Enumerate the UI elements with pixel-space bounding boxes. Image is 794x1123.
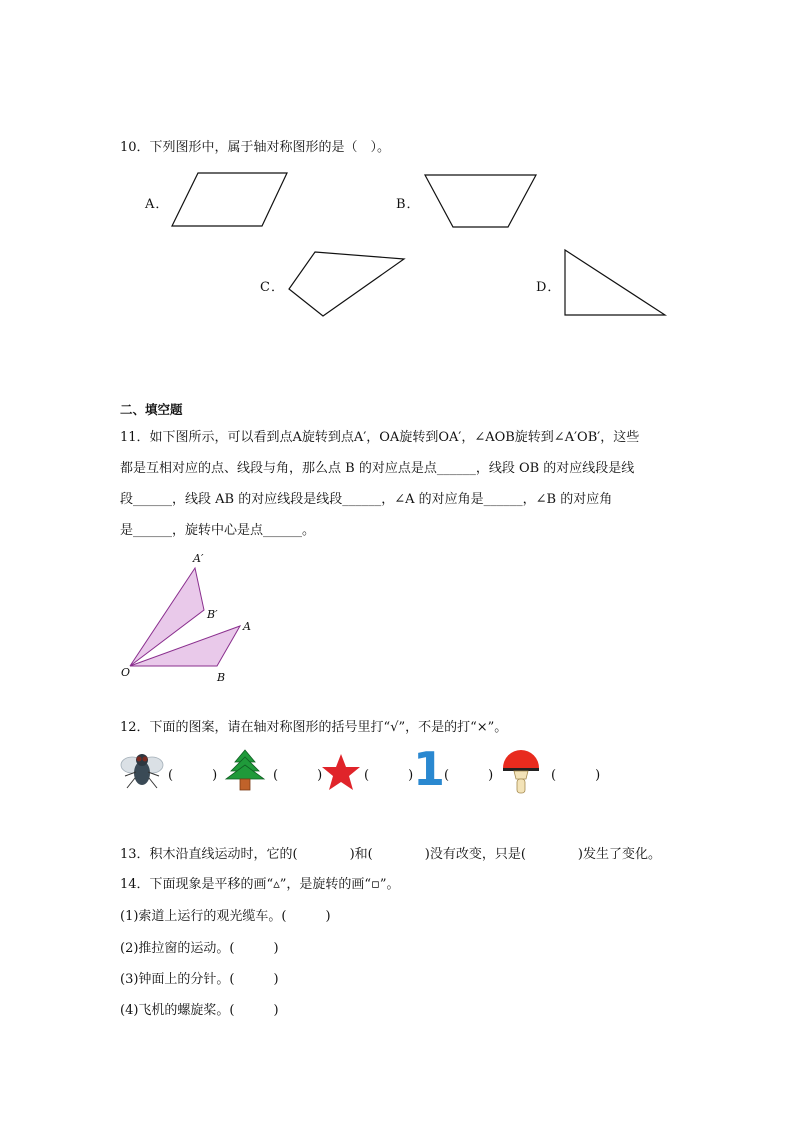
q12-paren-2: ( ) — [273, 768, 323, 783]
q12-paren-5: ( ) — [551, 768, 601, 783]
q11-line-2: 都是互相对应的点、线段与角，那么点 B 的对应点是点______，线段 OB 的对应线段是线 — [120, 461, 635, 476]
label-b-prime: B′ — [207, 608, 218, 621]
q12-paren-1: ( ) — [168, 768, 218, 783]
tree-icon — [222, 748, 268, 792]
q10-stem: 10．下列图形中，属于轴对称图形的是（ ）。 — [120, 140, 391, 155]
paddle-icon — [499, 744, 543, 796]
digit-one-icon: 1 — [413, 742, 446, 796]
label-o: O — [121, 666, 131, 679]
label-b: B — [217, 671, 226, 684]
fly-icon — [119, 748, 165, 792]
q10-option-a-label: A． — [145, 197, 170, 212]
star-icon — [320, 752, 362, 792]
q10-option-d-label: D． — [536, 280, 562, 295]
q14-item-1: (1)索道上运行的观光缆车。( ) — [120, 909, 331, 924]
q14-stem: 14．下面现象是平移的画“▵”，是旋转的画“▫”。 — [120, 877, 400, 892]
q12-paren-4: ( ) — [444, 768, 494, 783]
label-a-prime: A′ — [193, 552, 204, 565]
q11-line-1: 11．如下图所示，可以看到点A旋转到点A′，OA旋转到OA′，∠AOB旋转到∠A′OB′，这些 — [120, 430, 640, 445]
q11-line-4: 是______，旋转中心是点______。 — [120, 523, 316, 538]
label-a: A — [243, 620, 251, 633]
q12-paren-3: ( ) — [364, 768, 414, 783]
q12-stem: 12．下面的图案，请在轴对称图形的括号里打“√”，不是的打“×”。 — [120, 720, 508, 735]
section-title: 二、填空题 — [120, 402, 183, 417]
q14-item-4: (4)飞机的螺旋桨。( ) — [120, 1003, 279, 1018]
q14-item-2: (2)推拉窗的运动。( ) — [120, 941, 279, 956]
q14-item-3: (3)钟面上的分针。( ) — [120, 972, 279, 987]
q10-option-c-label: C． — [260, 280, 285, 295]
q13-text: 13．积木沿直线运动时，它的( )和( )没有改变，只是( )发生了变化。 — [120, 847, 661, 862]
q11-line-3: 段______，线段 AB 的对应线段是线段______，∠A 的对应角是______，∠B 的对应角 — [120, 492, 613, 507]
q10-option-b-label: B． — [396, 197, 421, 212]
